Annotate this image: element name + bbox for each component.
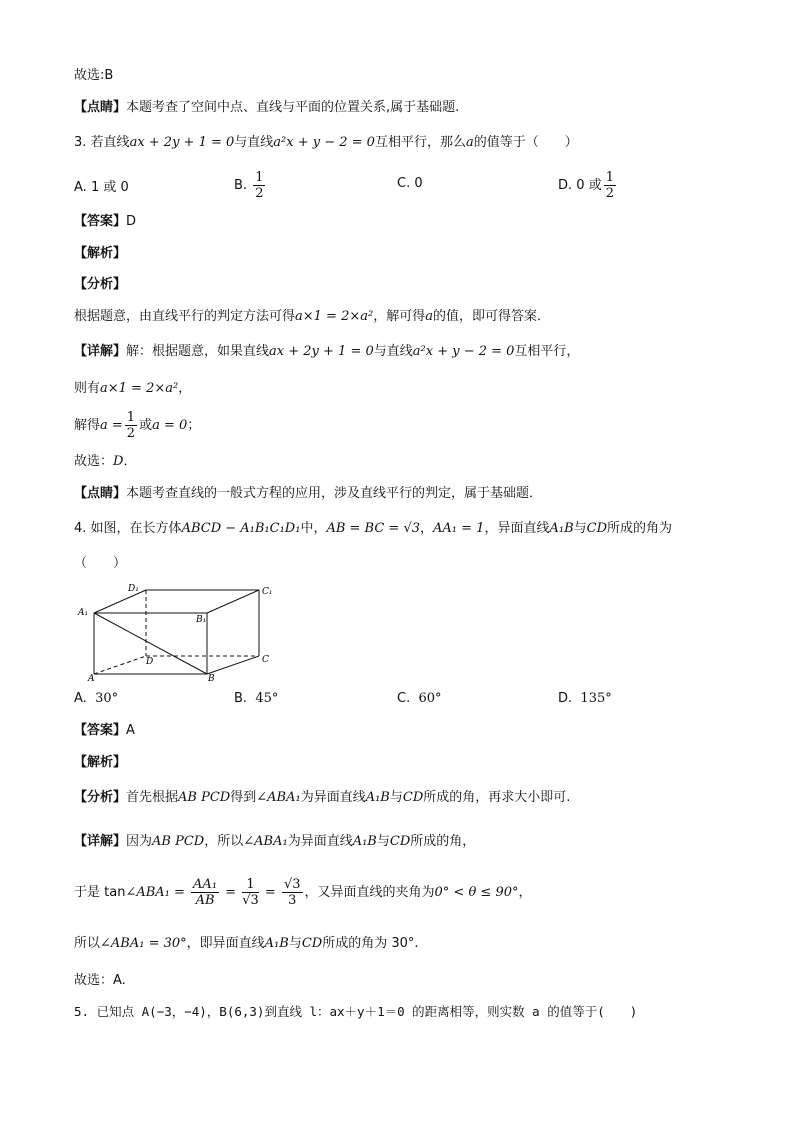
q3-fenxi-tag: 【分析】 [74, 277, 127, 292]
q4-option-d: D. 135° [558, 691, 612, 706]
q4-answer: 【答案】A [74, 723, 135, 738]
q3-detail: 【详解】解：根据题意，如果直线ax + 2y + 1 = 0与直线a²x + y − 2 = 0互相平行， [74, 344, 580, 359]
q4-option-a: A. 30° [74, 691, 119, 706]
q5-stem: 5. 已知点 A(−3，−4)，B(6,3)到直线 l：ax＋y＋1＝0 的距离相等，则实数 a 的值等于( ) [74, 1004, 638, 1019]
q3-answer: 【答案】D [74, 214, 137, 229]
label-b: B [208, 674, 215, 682]
label-c1: C₁ [262, 587, 273, 597]
q4-tan: 于是 tan∠ABA₁ = $\frac{\text{AA₁}}{AB}$ = $\frac{1}{√3}$ = $\frac{√3}{3}$ ，又异面直线的夹角为0° < θ ≤ 90°， [74, 877, 532, 908]
q4-conclusion: 所以∠ABA₁ = 30°，即异面直线A₁B与CD所成的角为 30°. [74, 936, 419, 951]
q3-option-a: A. 1 或 0 [74, 180, 129, 195]
label-a: A [88, 674, 95, 682]
q4-option-c: C. 60° [397, 691, 442, 706]
q4-option-b: B. 45° [234, 691, 279, 706]
q3-option-b: B. $\frac{1}{2}$ [234, 170, 264, 201]
q4-paren: （ ） [74, 556, 127, 571]
label-d1: D₁ [128, 584, 139, 594]
q3-step1: 则有a×1 = 2×a²， [74, 381, 192, 396]
prev-comment: 【点睛】本题考查了空间中点、直线与平面的位置关系,属于基础题. [74, 100, 460, 115]
cuboid-figure [74, 582, 284, 682]
q4-choose: 故选：A. [74, 973, 126, 988]
label-b1: B₁ [196, 615, 207, 625]
q3-option-c: C. 0 [397, 176, 423, 191]
q3-step2: 解得a = $\frac{1}{2}$ 或a = 0； [74, 410, 201, 441]
q4-fenxi: 【分析】首先根据AB PCD得到∠ABA₁为异面直线A₁B与CD所成的角，再求大小即可. [74, 790, 571, 805]
label-a1: A₁ [78, 608, 89, 618]
q4-analysis-tag: 【解析】 [74, 755, 127, 770]
q3-comment: 【点睛】本题考查直线的一般式方程的应用，涉及直线平行的判定，属于基础题． [74, 486, 543, 501]
prev-answer: 故选:B [74, 68, 114, 83]
label-c: C [262, 655, 269, 665]
q3-choose: 故选：D． [74, 454, 137, 469]
q4-stem: 4. 如图，在长方体ABCD − A₁B₁C₁D₁中，AB = BC = √3，AA₁ = 1，异面直线A₁B与CD所成的角为 [74, 521, 673, 536]
q3-analysis-tag: 【解析】 [74, 246, 127, 261]
label-d: D [146, 657, 154, 667]
q3-fenxi: 根据题意，由直线平行的判定方法可得a×1 = 2×a²，解可得a的值，即可得答案． [74, 309, 551, 324]
q3-option-d: D. 0 或 $\frac{1}{2}$ [558, 170, 614, 201]
q4-detail: 【详解】因为AB PCD，所以∠ABA₁为异面直线A₁B与CD所成的角， [74, 834, 476, 849]
q3-stem: 3. 若直线ax + 2y + 1 = 0与直线a²x + y − 2 = 0互相平行，那么a的值等于（ ） [74, 135, 578, 150]
